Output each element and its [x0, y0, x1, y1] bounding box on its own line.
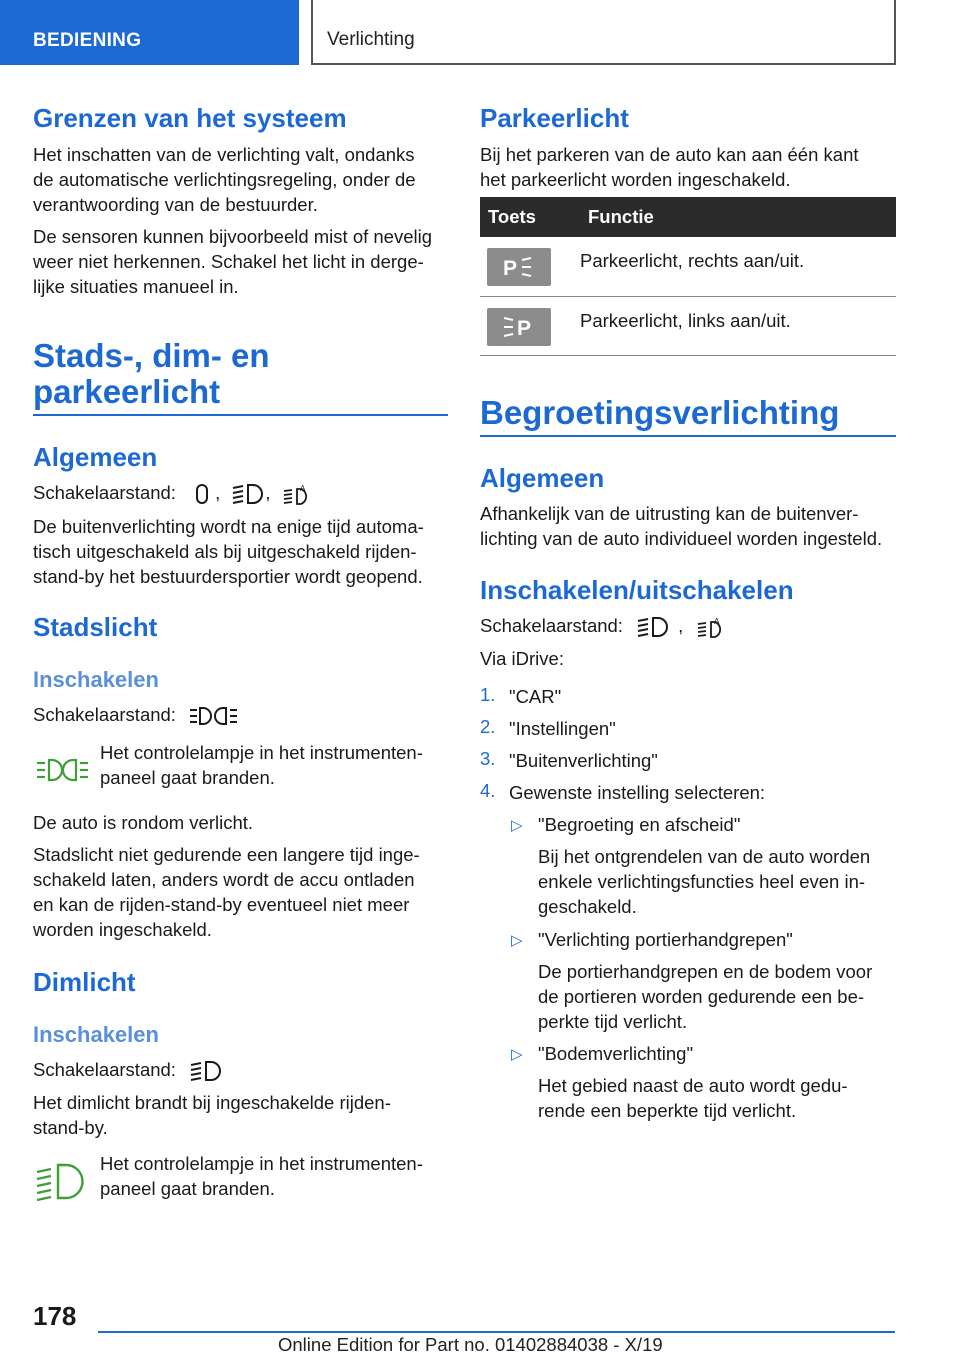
option-description — [538, 1073, 848, 1123]
text-line: rende een beperkte tijd verlicht. — [538, 1100, 797, 1121]
switch-positions-line — [33, 480, 316, 505]
table-header-key: Toets — [480, 197, 580, 237]
text-line: lijke situaties manueel in. — [33, 276, 239, 297]
table-cell-key — [480, 237, 580, 296]
dip-beam-on-heading: Inschakelen — [33, 1022, 159, 1047]
side-light-indicator-text — [100, 740, 423, 790]
text-line: de portieren worden gedurende een be- — [538, 986, 865, 1007]
text-line: de automatische verlichtingsregeling, onder de — [33, 169, 416, 190]
side-light-on-heading: Inschakelen — [33, 667, 159, 692]
parking-light-table — [480, 197, 896, 356]
dip-beam-switch-line — [33, 1057, 223, 1082]
switch-label: Schakelaarstand: — [33, 482, 176, 503]
text-line: tisch uitgeschakeld als bij uitgeschakeld rijden- — [33, 541, 417, 562]
low-beam-icon — [189, 1060, 223, 1082]
text-line: Bij het ontgrendelen van de auto worden — [538, 846, 871, 867]
parking-light-right-icon — [503, 256, 535, 278]
text-line: verantwoording van de bestuurder. — [33, 194, 318, 215]
parking-light-paragraph — [480, 142, 859, 192]
text-line: De portierhandgrepen en de bodem voor — [538, 961, 873, 982]
text-line: het parkeerlicht worden ingeschakeld. — [480, 169, 791, 190]
step-text: "CAR" — [509, 686, 562, 707]
via-idrive: Via iDrive: — [480, 648, 564, 669]
bullet-triangle-icon: ▷ — [511, 932, 523, 949]
auto-light-icon — [282, 483, 316, 505]
limits-paragraph-2 — [33, 224, 432, 299]
chapter-label: Verlichting — [327, 29, 415, 50]
comma: , — [678, 615, 684, 636]
section-label: BEDIENING — [33, 30, 142, 51]
text-line: Het gebied naast de auto wordt gedu- — [538, 1075, 848, 1096]
table-header-function: Functie — [580, 197, 896, 237]
dip-beam-paragraph — [33, 1090, 391, 1140]
auto-light-icon — [696, 616, 730, 638]
welcome-general-paragraph — [480, 501, 882, 551]
option-title: "Bodemverlichting" — [538, 1043, 694, 1064]
dip-beam-indicator-icon — [36, 1163, 88, 1201]
main-section-title — [33, 338, 270, 410]
low-beam-icon — [636, 616, 670, 638]
text-line: stand-by. — [33, 1117, 108, 1138]
text-line: De buitenverlichting wordt na enige tijd automa- — [33, 516, 424, 537]
step-text: "Buitenverlichting" — [509, 750, 658, 771]
side-light-heading: Stadslicht — [33, 612, 158, 642]
switch-zero-icon — [189, 483, 215, 505]
text-line: stand-by het bestuurdersportier wordt geopend. — [33, 566, 423, 587]
text-line: geschakeld. — [538, 896, 637, 917]
welcome-general-heading: Algemeen — [480, 463, 605, 493]
text-line: Stadslicht niet gedurende een langere tijd inge- — [33, 844, 420, 865]
parking-light-left-icon — [503, 316, 537, 338]
table-cell-function: Parkeerlicht, rechts aan/uit. — [580, 237, 896, 296]
text-line: Bij het parkeren van de auto kan aan één kant — [480, 144, 859, 165]
side-light-paragraph-2 — [33, 842, 420, 942]
option-title: "Begroeting en afscheid" — [538, 814, 741, 835]
text-line: worden ingeschakeld. — [33, 919, 212, 940]
onoff-heading: Inschakelen/uitschakelen — [480, 575, 794, 605]
switch-label: Schakelaarstand: — [480, 615, 623, 636]
step-number: 4. — [480, 780, 496, 801]
title-line: Stads-, dim- en — [33, 337, 270, 374]
side-light-switch-line — [33, 702, 239, 727]
text-line: lichting van de auto individueel worden ingesteld. — [480, 528, 883, 549]
table-cell-function: Parkeerlicht, links aan/uit. — [580, 296, 896, 355]
parking-light-heading: Parkeerlicht — [480, 103, 629, 133]
footer-rule — [98, 1331, 895, 1333]
welcome-light-title: Begroetingsverlichting — [480, 394, 840, 431]
chapter-tab — [311, 0, 896, 65]
text-line: enkele verlichtingsfuncties heel even in- — [538, 871, 866, 892]
svg-text:P: P — [517, 316, 532, 338]
svg-text:P: P — [503, 257, 518, 278]
onoff-switch-line — [480, 613, 730, 638]
text-line: Het controlelampje in het instrumenten- — [100, 742, 423, 763]
text-line: schakeld laten, anders wordt de accu ontladen — [33, 869, 415, 890]
page-number: 178 — [33, 1301, 77, 1331]
text-line: weer niet herkennen. Schakel het licht in derge- — [33, 251, 424, 272]
option-title: "Verlichting portierhandgrepen" — [538, 929, 793, 950]
parking-left-key — [487, 308, 551, 346]
side-light-icon — [189, 705, 239, 727]
step-number: 2. — [480, 716, 496, 737]
bullet-triangle-icon: ▷ — [511, 817, 523, 834]
text-line: Het inschatten van de verlichting valt, ondanks — [33, 144, 415, 165]
table-header-row — [480, 197, 896, 237]
comma: , — [215, 482, 221, 503]
svg-text:A: A — [714, 617, 720, 627]
text-line: paneel gaat branden. — [100, 767, 275, 788]
comma: , — [265, 482, 271, 503]
text-line: Afhankelijk van de uitrusting kan de buitenver- — [480, 503, 859, 524]
switch-label: Schakelaarstand: — [33, 1059, 176, 1080]
step-number: 3. — [480, 748, 496, 769]
side-light-indicator-icon — [36, 757, 90, 783]
step-number: 1. — [480, 684, 496, 705]
general-paragraph — [33, 514, 424, 589]
table-row — [480, 237, 896, 296]
step-text: Gewenste instelling selecteren: — [509, 782, 766, 803]
option-description — [538, 959, 872, 1034]
limits-paragraph-1 — [33, 142, 416, 217]
svg-text:A: A — [299, 484, 305, 494]
option-description — [538, 844, 870, 919]
section-rule — [33, 414, 448, 416]
text-line: paneel gaat branden. — [100, 1178, 275, 1199]
text-line: en kan de rijden-stand-by eventueel niet meer — [33, 894, 410, 915]
text-line: perkte tijd verlicht. — [538, 1011, 688, 1032]
general-heading: Algemeen — [33, 442, 158, 472]
section-tab — [0, 0, 299, 65]
dip-beam-indicator-text — [100, 1151, 423, 1201]
text-line: De sensoren kunnen bijvoorbeeld mist of nevelig — [33, 226, 433, 247]
edition-note: Online Edition for Part no. 01402884038 - X/19 — [278, 1334, 663, 1355]
text-line: Het dimlicht brandt bij ingeschakelde rijden- — [33, 1092, 391, 1113]
table-cell-key — [480, 296, 580, 355]
switch-label: Schakelaarstand: — [33, 704, 176, 725]
section-rule — [480, 435, 896, 437]
parking-right-key — [487, 248, 551, 286]
low-beam-icon — [231, 483, 265, 505]
table-row — [480, 296, 896, 355]
dip-beam-heading: Dimlicht — [33, 967, 136, 997]
step-text: "Instellingen" — [509, 718, 616, 739]
title-line: parkeerlicht — [33, 373, 221, 410]
text-line: Het controlelampje in het instrumenten- — [100, 1153, 423, 1174]
limits-heading: Grenzen van het systeem — [33, 103, 347, 133]
bullet-triangle-icon: ▷ — [511, 1046, 523, 1063]
side-light-paragraph-1: De auto is rondom verlicht. — [33, 812, 254, 833]
